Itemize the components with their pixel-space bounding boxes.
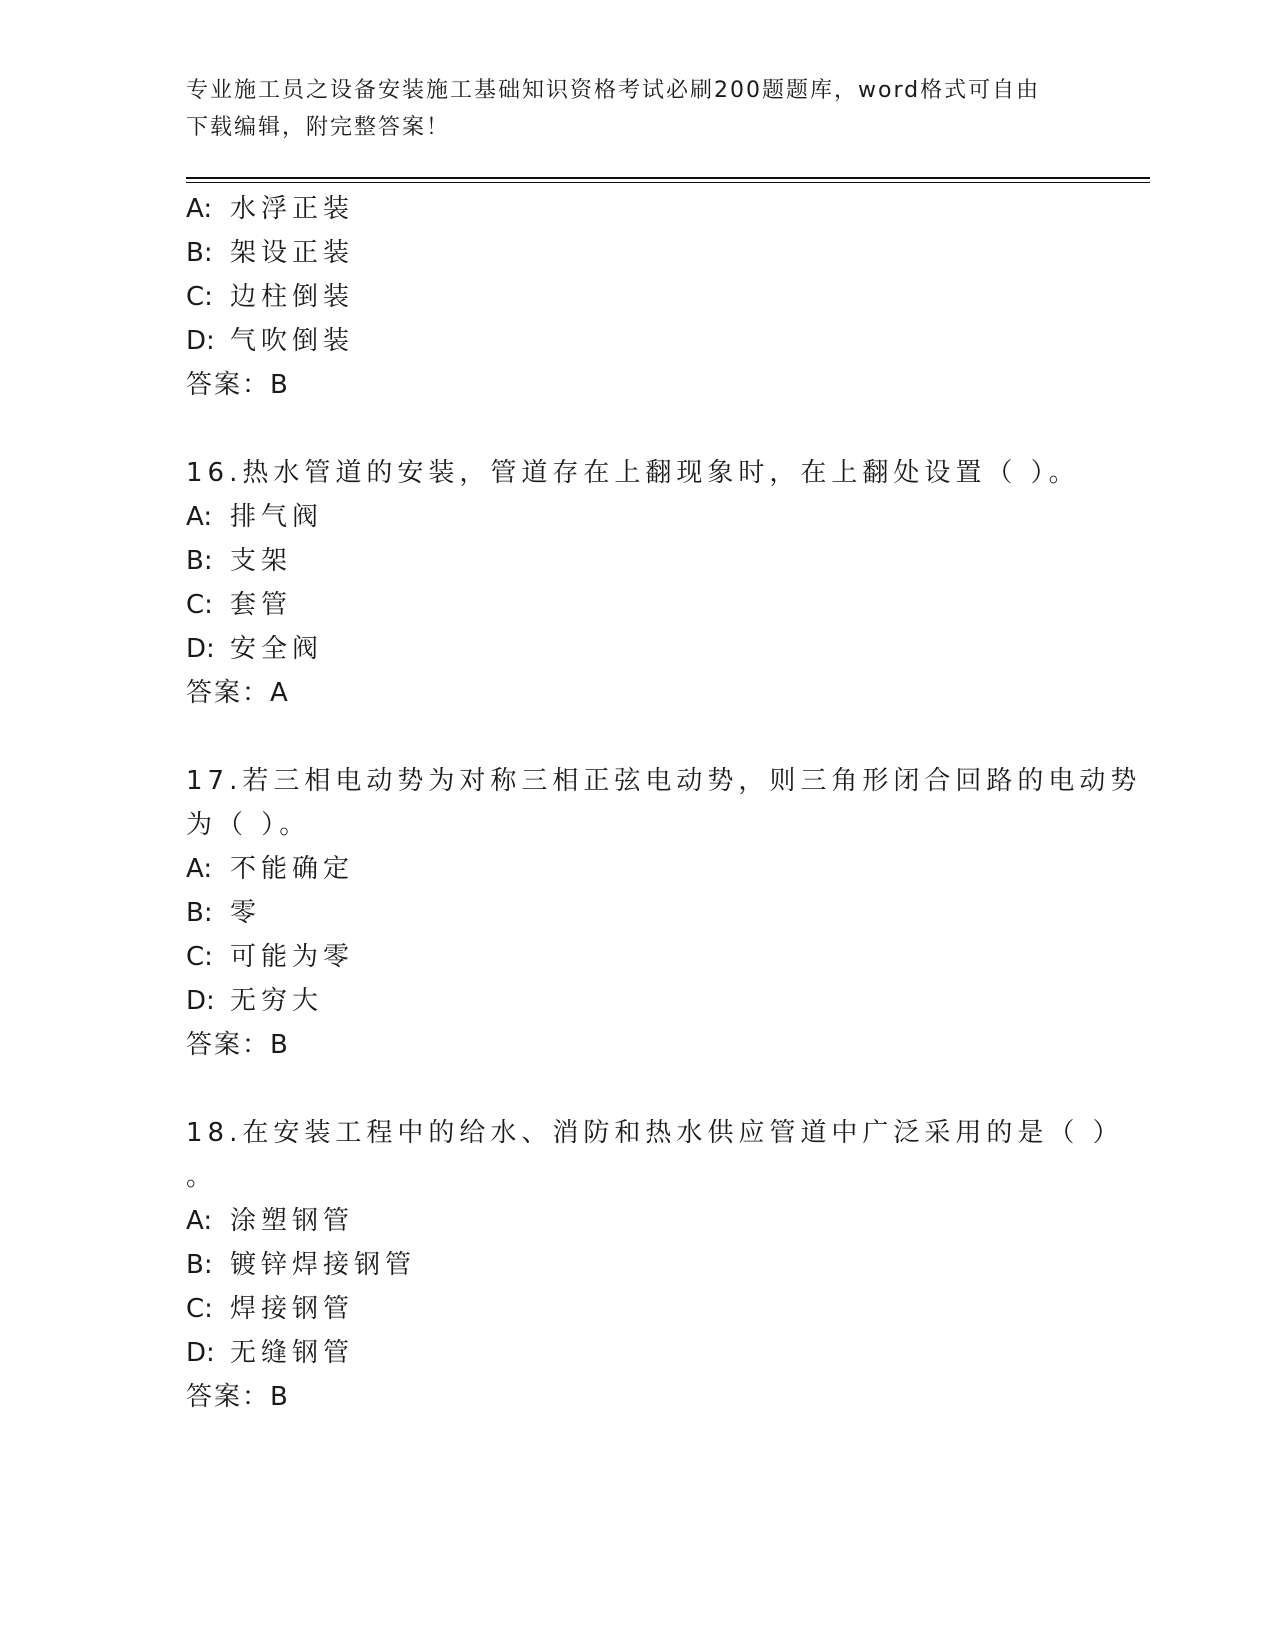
q18-stem-line-1: 18.在安装工程中的给水、消防和热水供应管道中广泛采用的是（ ） <box>186 1118 1124 1148</box>
option-text: 无穷大 <box>230 986 324 1016</box>
option-text: 水浮正装 <box>230 194 355 224</box>
q17-stem-line-1: 17.若三相电动势为对称三相正弦电动势，则三角形闭合回路的电动势 <box>186 766 1142 796</box>
header-divider-thin <box>186 182 1150 183</box>
answer-value: B <box>270 1030 289 1060</box>
option-letter: C: <box>186 590 213 620</box>
document-header <box>186 72 1086 146</box>
option-letter: D: <box>186 986 215 1016</box>
option-text: 无缝钢管 <box>230 1338 355 1368</box>
q18-option-c <box>186 1292 354 1326</box>
header-line-2: 下载编辑，附完整答案！ <box>186 115 451 140</box>
q16-option-b <box>186 544 292 578</box>
option-letter: B: <box>186 546 213 576</box>
answer-label: 答案： <box>186 1382 271 1412</box>
option-letter: D: <box>186 634 215 664</box>
option-letter: B: <box>186 1250 213 1280</box>
option-text: 边柱倒装 <box>230 282 355 312</box>
q18-option-b <box>186 1248 416 1282</box>
q17-answer <box>186 1028 289 1062</box>
q16-option-d <box>186 632 323 666</box>
option-letter: C: <box>186 942 213 972</box>
q16-stem: 16.热水管道的安装，管道存在上翻现象时，在上翻处设置（ ）。 <box>186 458 1080 488</box>
q18-answer <box>186 1380 289 1414</box>
q17-option-b <box>186 896 261 930</box>
option-letter: C: <box>186 1294 213 1324</box>
q17-option-a <box>186 852 354 886</box>
answer-value: B <box>270 1382 289 1412</box>
option-text: 不能确定 <box>230 854 355 884</box>
option-letter: A: <box>186 194 213 224</box>
q16-option-a <box>186 500 323 534</box>
answer-value: A <box>270 678 289 708</box>
option-letter: A: <box>186 854 213 884</box>
option-letter: A: <box>186 502 213 532</box>
option-letter: B: <box>186 898 213 928</box>
q17-option-c <box>186 940 354 974</box>
q18-option-d <box>186 1336 354 1370</box>
option-text: 套管 <box>230 590 293 620</box>
option-text: 排气阀 <box>230 502 324 532</box>
answer-label: 答案： <box>186 370 271 400</box>
answer-value: B <box>270 370 289 400</box>
q15-answer <box>186 368 289 402</box>
q16-answer <box>186 676 289 710</box>
q18-option-a <box>186 1204 354 1238</box>
option-letter: B: <box>186 238 213 268</box>
q15-option-b <box>186 236 354 270</box>
q17-stem-line-2: 为（ ）。 <box>186 810 311 840</box>
option-text: 零 <box>230 898 262 928</box>
q15-option-a <box>186 192 354 226</box>
header-line-1: 专业施工员之设备安装施工基础知识资格考试必刷200题题库，word格式可自由 <box>186 78 1041 103</box>
option-text: 可能为零 <box>230 942 355 972</box>
option-letter: D: <box>186 1338 215 1368</box>
q18-stem-line-2: 。 <box>186 1162 218 1192</box>
answer-label: 答案： <box>186 678 271 708</box>
option-letter: D: <box>186 326 215 356</box>
option-text: 焊接钢管 <box>230 1294 355 1324</box>
option-text: 镀锌焊接钢管 <box>230 1250 417 1280</box>
q17-option-d <box>186 984 323 1018</box>
option-letter: A: <box>186 1206 213 1236</box>
option-text: 涂塑钢管 <box>230 1206 355 1236</box>
header-divider-thick <box>186 177 1150 179</box>
option-text: 气吹倒装 <box>230 326 355 356</box>
option-text: 安全阀 <box>230 634 324 664</box>
q16-option-c <box>186 588 292 622</box>
option-letter: C: <box>186 282 213 312</box>
answer-label: 答案： <box>186 1030 271 1060</box>
q15-option-d <box>186 324 354 358</box>
option-text: 支架 <box>230 546 293 576</box>
q15-option-c <box>186 280 354 314</box>
option-text: 架设正装 <box>230 238 355 268</box>
